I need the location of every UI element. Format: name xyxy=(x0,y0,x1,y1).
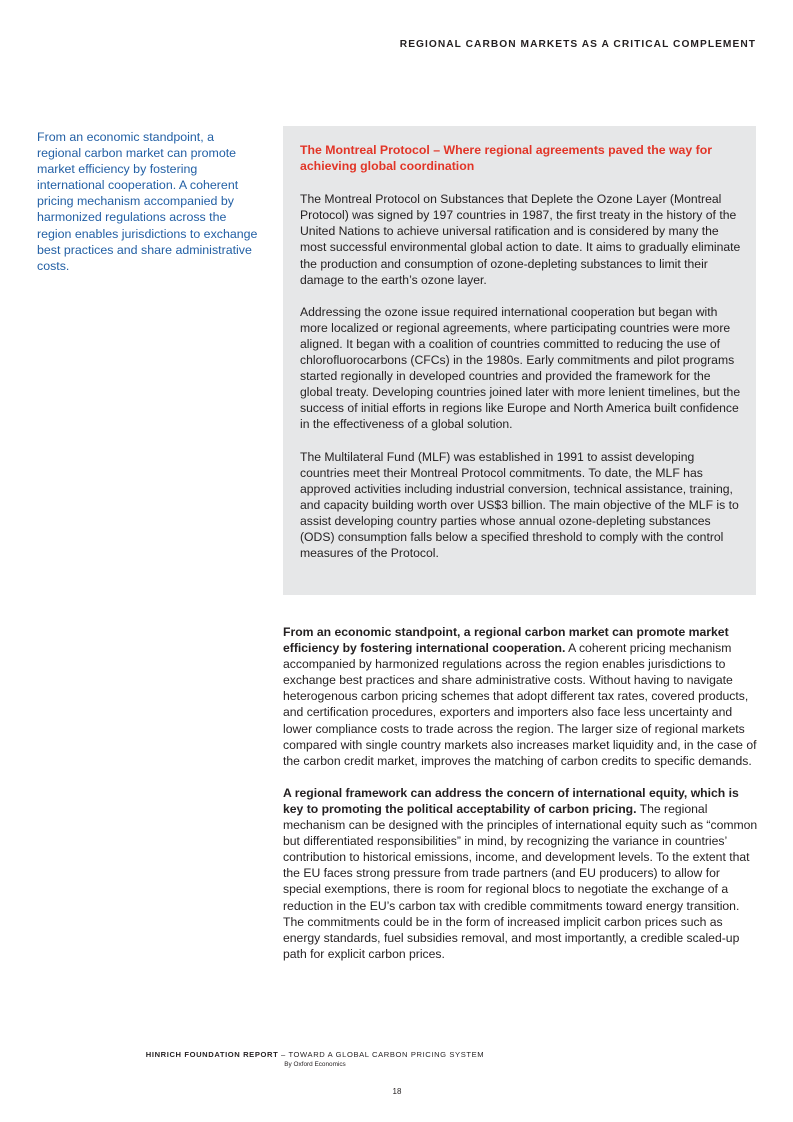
body-paragraph xyxy=(283,624,759,769)
sidebar-title: The Montreal Protocol – Where regional agreements paved the way for achieving global coordination xyxy=(300,143,713,174)
pull-quote: From an economic standpoint, a regional carbon market can promote market efficiency by fostering international cooperation. A coherent pricing mechanism accompanied by harmonized regulations across the region enables jurisdictions to exchange best practices and share administrative costs. xyxy=(37,130,258,273)
sidebar-box xyxy=(283,126,756,595)
sidebar-paragraph: Addressing the ozone issue required international cooperation but began with more localized or regional agreements, where participating countries were more aligned. It began with a coalition of countries committed to reducing the use of chlorofluorocarbons (CFCs) in the 1980s. Early commitments and pilot programs started regionally in developed countries and provided the framework for the global treaty. Developing countries joined later with more lenient timelines, but the success of initial efforts in regions like Europe and North America built confidence in the effectiveness of a global solution. xyxy=(300,304,741,432)
footer-report-title: TOWARD A GLOBAL CARBON PRICING SYSTEM xyxy=(288,1050,485,1059)
body-text xyxy=(283,624,759,978)
footer-separator: – xyxy=(278,1050,289,1059)
footer-byline: By Oxford Economics xyxy=(284,1061,346,1068)
running-header: REGIONAL CARBON MARKETS AS A CRITICAL COMPLEMENT xyxy=(399,39,756,50)
footer-report-line xyxy=(0,1050,630,1060)
footer-report-name: HINRICH FOUNDATION REPORT xyxy=(145,1050,279,1059)
body-paragraph-lead: From an economic standpoint, a regional carbon market can promote market efficiency by fostering international cooperation. xyxy=(283,625,729,656)
body-paragraph-text: The regional mechanism can be designed with the principles of international equity such as “common but differentiated responsibilities” in mind, by recognizing the variance in countries’ contribution to historical emissions, income, and development levels. To the extent that the EU faces strong pressure from trade partners (and EU producers) to allow for special exemptions, there is room for regional blocs to negotiate the exchange of a reduction in the EU’s carbon tax with credible commitments toward energy transition. The commitments could be in the form of increased implicit carbon prices such as energy standards, fuel subsidies removal, and most importantly, a credible scaled-up path for explicit carbon prices. xyxy=(283,801,758,961)
body-paragraph-text: A coherent pricing mechanism accompanied by harmonized regulations across the region enables jurisdictions to exchange best practices and share administrative costs. Without having to navigate heterogenous carbon pricing schemes that adopt different tax rates, covered products, and certification procedures, exporters and importers also face less uncertainty and lower compliance costs to trade across the region. The larger size of regional markets compared with single country markets also increases market liquidity and, in the case of the carbon credit market, improves the matching of carbon credits to specific demands. xyxy=(283,641,757,768)
page-number: 18 xyxy=(392,1087,402,1096)
sidebar-paragraph: The Montreal Protocol on Substances that Deplete the Ozone Layer (Montreal Protocol) was signed by 197 countries in 1987, the first treaty in the history of the United Nations to achieve universal ratification and is considered by many the most successful environmental global action to date. It aims to gradually eliminate the production and consumption of ozone-depleting substances to limit their damage to the earth’s ozone layer. xyxy=(300,192,741,287)
body-paragraph-lead: A regional framework can address the concern of international equity, which is key to promoting the political acceptability of carbon pricing. xyxy=(283,785,739,816)
sidebar-paragraph: The Multilateral Fund (MLF) was established in 1991 to assist developing countries meet their Montreal Protocol commitments. To date, the MLF has approved activities including industrial conversion, technical assistance, training, and capacity building worth over US$3 billion. The main objective of the MLF is to assist developing country parties whose annual ozone-depleting substances (ODS) consumption falls below a specified threshold to comply with the control measures of the Protocol. xyxy=(300,449,739,561)
page-footer xyxy=(0,1050,630,1069)
body-paragraph xyxy=(283,785,759,962)
